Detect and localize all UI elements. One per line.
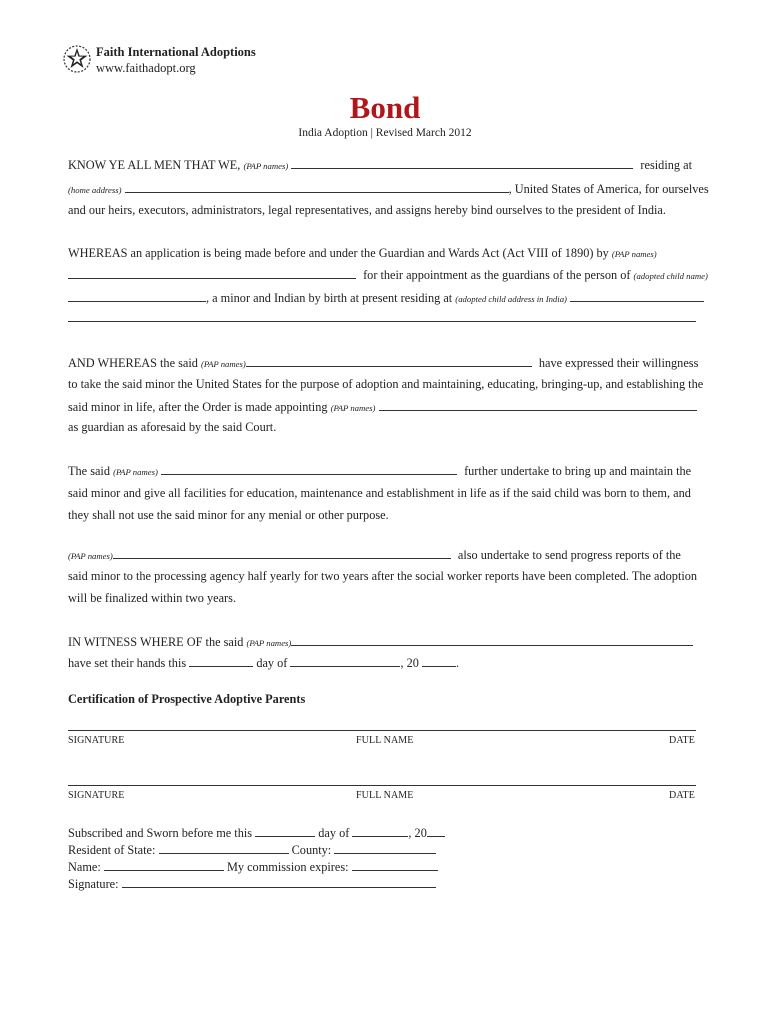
- p6-text: day of: [256, 656, 288, 670]
- p4-text: further undertake to bring up and maintain the: [464, 464, 692, 478]
- home-address-hint: (home address): [68, 185, 122, 195]
- adopted-child-name-hint: (adopted child name): [633, 271, 708, 281]
- pap-names-field[interactable]: [291, 633, 693, 646]
- p6-text: have set their hands this: [68, 656, 187, 670]
- full-name-label-2: FULL NAME: [356, 790, 414, 801]
- signature-line-1[interactable]: [68, 730, 696, 731]
- p3-line1: [68, 354, 698, 372]
- p1-line1: [68, 156, 692, 174]
- signature-label-1: SIGNATURE: [68, 735, 125, 746]
- notary-text: Name:: [68, 860, 101, 874]
- pap-names-field[interactable]: [291, 156, 633, 169]
- child-address-field[interactable]: [570, 289, 704, 302]
- p1-text: residing at: [640, 158, 692, 172]
- pap-names-field[interactable]: [161, 462, 457, 475]
- p4-line3: they shall not use the said minor for any menial or other purpose.: [68, 508, 389, 522]
- p5-line3: will be finalized within two years.: [68, 591, 237, 605]
- child-address-field-line2[interactable]: [68, 321, 696, 322]
- notary-signature-field[interactable]: [122, 875, 436, 888]
- date-label-2: DATE: [669, 790, 695, 801]
- org-website: www.faithadopt.org: [96, 61, 196, 75]
- p1-text: KNOW YE ALL MEN THAT WE,: [68, 158, 241, 172]
- p6-text: .: [456, 656, 460, 670]
- commission-expires-field[interactable]: [352, 858, 438, 871]
- day-field[interactable]: [189, 654, 253, 667]
- p1-line2: [68, 180, 709, 198]
- pap-names-field[interactable]: [68, 266, 356, 279]
- p6-text: IN WITNESS WHERE OF the said: [68, 635, 244, 649]
- p2-text: , a minor and Indian by birth at present residing at: [206, 291, 453, 305]
- pap-names-hint: (PAP names): [246, 638, 292, 648]
- p3-line3: [68, 398, 697, 416]
- star-logo-icon: [62, 44, 92, 74]
- pap-names-hint: (PAP names): [200, 359, 246, 369]
- pap-names-field[interactable]: [113, 546, 451, 559]
- notary-line4: [68, 875, 436, 892]
- adopted-child-name-field[interactable]: [68, 289, 206, 302]
- notary-text: Resident of State:: [68, 843, 156, 857]
- home-address-field[interactable]: [125, 180, 509, 193]
- p3-text: AND WHEREAS the said: [68, 356, 198, 370]
- p5-line1: [68, 546, 681, 564]
- child-address-hint: (adopted child address in India): [455, 294, 567, 304]
- p2-line3: [68, 289, 704, 307]
- p3-line2: to take the said minor the United States for the purpose of adoption and maintaining, educating, bringing-up, and establishing the: [68, 377, 704, 391]
- month-field[interactable]: [290, 654, 400, 667]
- notary-line2: [68, 841, 436, 858]
- notary-line1: [68, 824, 445, 841]
- notary-year-field[interactable]: [427, 824, 445, 837]
- p6-text: , 20: [400, 656, 419, 670]
- p5-text: also undertake to send progress reports of the: [457, 548, 681, 562]
- notary-text: day of: [318, 826, 350, 840]
- p2-line1: [68, 245, 657, 262]
- certification-heading: Certification of Prospective Adoptive Parents: [68, 692, 306, 706]
- p2-text: WHEREAS an application is being made before and under the Guardian and Wards Act (Act VIII of 1890) by: [68, 246, 609, 260]
- county-field[interactable]: [334, 841, 436, 854]
- pap-names-hint: (PAP names): [330, 403, 376, 413]
- year-field[interactable]: [422, 654, 456, 667]
- pap-names-hint: (PAP names): [68, 551, 113, 561]
- document-title: Bond: [349, 90, 421, 125]
- pap-names-hint: (PAP names): [611, 249, 657, 259]
- full-name-label-1: FULL NAME: [356, 735, 414, 746]
- notary-day-field[interactable]: [255, 824, 315, 837]
- notary-text: Subscribed and Sworn before me this: [68, 826, 253, 840]
- p5-line2: said minor to the processing agency half yearly for two years after the social worker reports have been completed. The adoption: [68, 569, 698, 583]
- org-name: Faith International Adoptions: [96, 45, 256, 59]
- notary-text: Signature:: [68, 877, 119, 891]
- p3-line4: as guardian as aforesaid by the said Court.: [68, 420, 277, 434]
- p3-text: have expressed their willingness: [538, 356, 699, 370]
- p4-line1: [68, 462, 691, 480]
- pap-names-field[interactable]: [246, 354, 532, 367]
- p3-text: said minor in life, after the Order is made appointing: [68, 400, 328, 414]
- notary-text: My commission expires:: [226, 860, 349, 874]
- p2-text: for their appointment as the guardians of the person of: [363, 268, 631, 282]
- notary-text: County:: [291, 843, 332, 857]
- notary-month-field[interactable]: [352, 824, 408, 837]
- notary-text: , 20: [408, 826, 427, 840]
- signature-label-2: SIGNATURE: [68, 790, 125, 801]
- document-subtitle: India Adoption | Revised March 2012: [298, 127, 472, 139]
- notary-name-field[interactable]: [104, 858, 224, 871]
- p1-text: , United States of America, for ourselves: [508, 182, 709, 196]
- notary-line3: [68, 858, 438, 875]
- p1-line3: and our heirs, executors, administrators, legal representatives, and assigns hereby bind ourselves to the president of India.: [68, 203, 666, 217]
- pap-names-field[interactable]: [379, 398, 697, 411]
- p4-text: The said: [68, 464, 111, 478]
- p4-line2: said minor and give all facilities for education, maintenance and establishment in life as if the said child was born to them, and: [68, 486, 691, 500]
- date-label-1: DATE: [669, 735, 695, 746]
- p6-line2: [68, 654, 459, 671]
- pap-names-hint: (PAP names): [113, 467, 158, 477]
- state-field[interactable]: [159, 841, 289, 854]
- p2-line2: [68, 266, 708, 284]
- p6-line1: [68, 633, 693, 651]
- signature-line-2[interactable]: [68, 785, 696, 786]
- pap-names-hint: (PAP names): [243, 161, 289, 171]
